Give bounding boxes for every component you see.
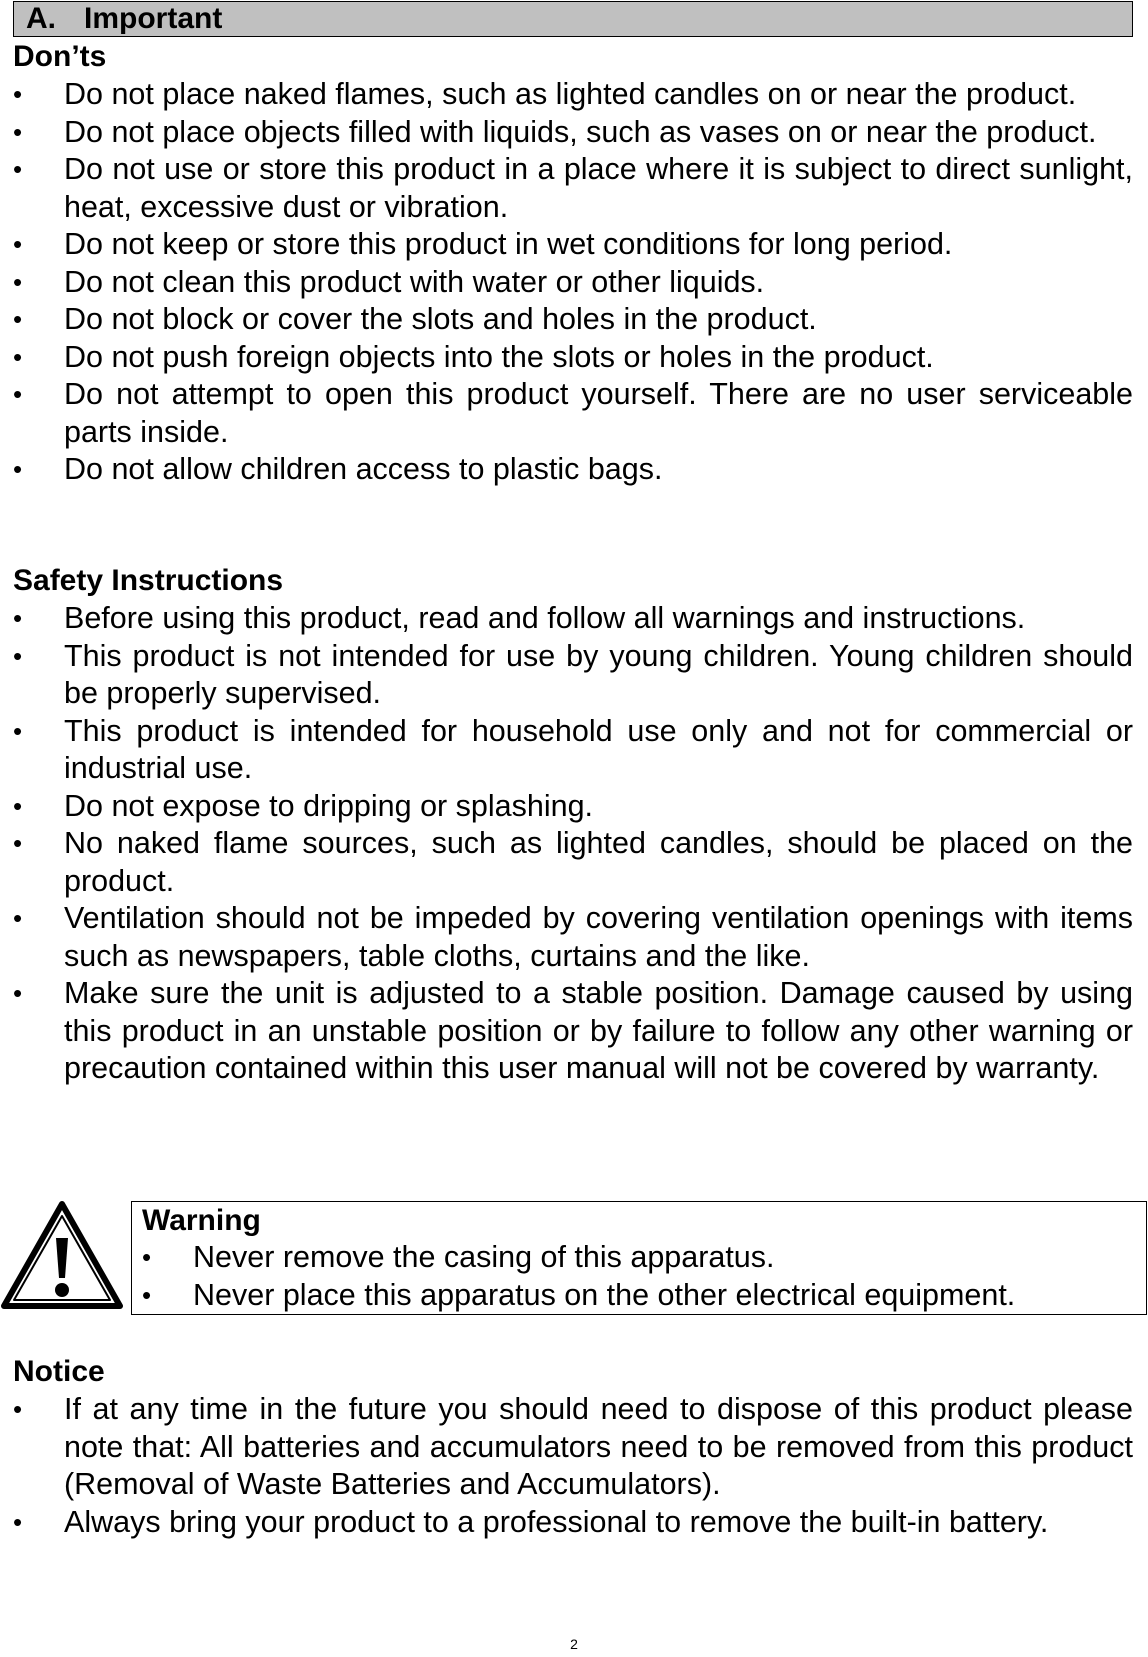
list-item-text: Ventilation should not be impeded by covering ventilation openings with items such as newspapers, table cloths, curtains and the like. xyxy=(64,901,1133,973)
section-title: Important xyxy=(84,2,223,35)
bullet-icon: • xyxy=(13,304,23,334)
section-header-bar xyxy=(13,1,1133,37)
list-item xyxy=(13,900,1133,975)
list-item xyxy=(142,1239,1142,1277)
list-item-text: Do not attempt to open this product yourself. There are no user serviceable parts inside. xyxy=(64,377,1133,449)
list-item-text: Do not place naked flames, such as lighted candles on or near the product. xyxy=(64,77,1077,111)
list-item-text: Do not keep or store this product in wet conditions for long period. xyxy=(64,227,953,261)
list-item xyxy=(13,638,1133,713)
list-item-text: Do not place objects filled with liquids, such as vases on or near the product. xyxy=(64,114,1097,149)
safety-list xyxy=(13,600,1133,1088)
bullet-icon: • xyxy=(13,903,23,933)
list-item xyxy=(13,151,1133,226)
list-item xyxy=(13,713,1133,788)
list-item xyxy=(13,975,1133,1088)
bullet-icon: • xyxy=(13,978,23,1008)
list-item xyxy=(13,376,1133,451)
list-item-text: Do not expose to dripping or splashing. xyxy=(64,788,593,823)
page-number: 2 xyxy=(570,1636,578,1652)
bullet-icon: • xyxy=(13,715,23,746)
bullet-icon: • xyxy=(13,229,23,259)
bullet-icon: • xyxy=(13,266,23,297)
warning-title: Warning xyxy=(142,1204,261,1237)
list-item xyxy=(13,339,1133,377)
warning-list xyxy=(142,1239,1142,1314)
list-item xyxy=(13,788,1133,826)
bullet-icon: • xyxy=(13,341,23,372)
list-item-text: If at any time in the future you should need to dispose of this product please note that: All batteries and accumulators need to be removed from this product (Removal of Waste Batteries and Accumulators). xyxy=(64,1392,1133,1501)
list-item xyxy=(13,600,1133,638)
notice-list xyxy=(13,1391,1133,1541)
list-item xyxy=(13,76,1133,114)
list-item xyxy=(13,264,1133,302)
list-item xyxy=(142,1277,1142,1315)
section-letter: A. xyxy=(26,2,56,35)
list-item-text: Never place this apparatus on the other electrical equipment. xyxy=(193,1277,1016,1312)
bullet-icon: • xyxy=(13,154,23,184)
bullet-icon: • xyxy=(13,379,23,409)
bullet-icon: • xyxy=(13,640,23,671)
list-item-text: Do not clean this product with water or other liquids. xyxy=(64,264,765,299)
bullet-icon: • xyxy=(142,1279,152,1310)
bullet-icon: • xyxy=(13,454,23,484)
list-item xyxy=(13,1391,1133,1504)
list-item-text: This product is not intended for use by young children. Young children should be properly supervised. xyxy=(64,638,1133,710)
list-item-text: Always bring your product to a professional to remove the built-in battery. xyxy=(64,1504,1049,1539)
list-item xyxy=(13,825,1133,900)
bullet-icon: • xyxy=(13,603,23,633)
list-item xyxy=(13,451,1133,489)
list-item xyxy=(13,1504,1133,1542)
list-item-text: Do not block or cover the slots and holes in the product. xyxy=(64,302,817,336)
list-item xyxy=(13,301,1133,339)
list-item xyxy=(13,226,1133,264)
bullet-icon: • xyxy=(13,116,23,147)
bullet-icon: • xyxy=(13,79,23,109)
bullet-icon: • xyxy=(13,790,23,821)
list-item-text: Do not allow children access to plastic bags. xyxy=(64,452,663,486)
list-item-text: This product is intended for household use only and not for commercial or industrial use. xyxy=(64,713,1133,785)
list-item-text: Do not use or store this product in a place where it is subject to direct sunlight, heat, excessive dust or vibration. xyxy=(64,152,1133,224)
list-item-text: Before using this product, read and follow all warnings and instructions. xyxy=(64,601,1026,635)
list-item xyxy=(13,114,1133,152)
bullet-icon: • xyxy=(13,1394,23,1424)
list-item-text: Make sure the unit is adjusted to a stable position. Damage caused by using this product in an unstable position or by failure to follow any other warning or precaution contained within this user manual will not be covered by warranty. xyxy=(64,976,1133,1085)
list-item-text: Never remove the casing of this apparatus. xyxy=(193,1240,775,1274)
donts-list xyxy=(13,76,1133,489)
safety-heading: Safety Instructions xyxy=(13,564,284,597)
donts-heading: Don’ts xyxy=(13,40,107,73)
bullet-icon: • xyxy=(13,1506,23,1537)
warning-triangle-icon xyxy=(0,1200,124,1312)
bullet-icon: • xyxy=(13,828,23,858)
bullet-icon: • xyxy=(142,1242,152,1272)
notice-heading: Notice xyxy=(13,1355,105,1388)
list-item-text: No naked flame sources, such as lighted candles, should be placed on the product. xyxy=(64,826,1133,898)
list-item-text: Do not push foreign objects into the slots or holes in the product. xyxy=(64,339,934,374)
warning-box xyxy=(131,1201,1147,1315)
